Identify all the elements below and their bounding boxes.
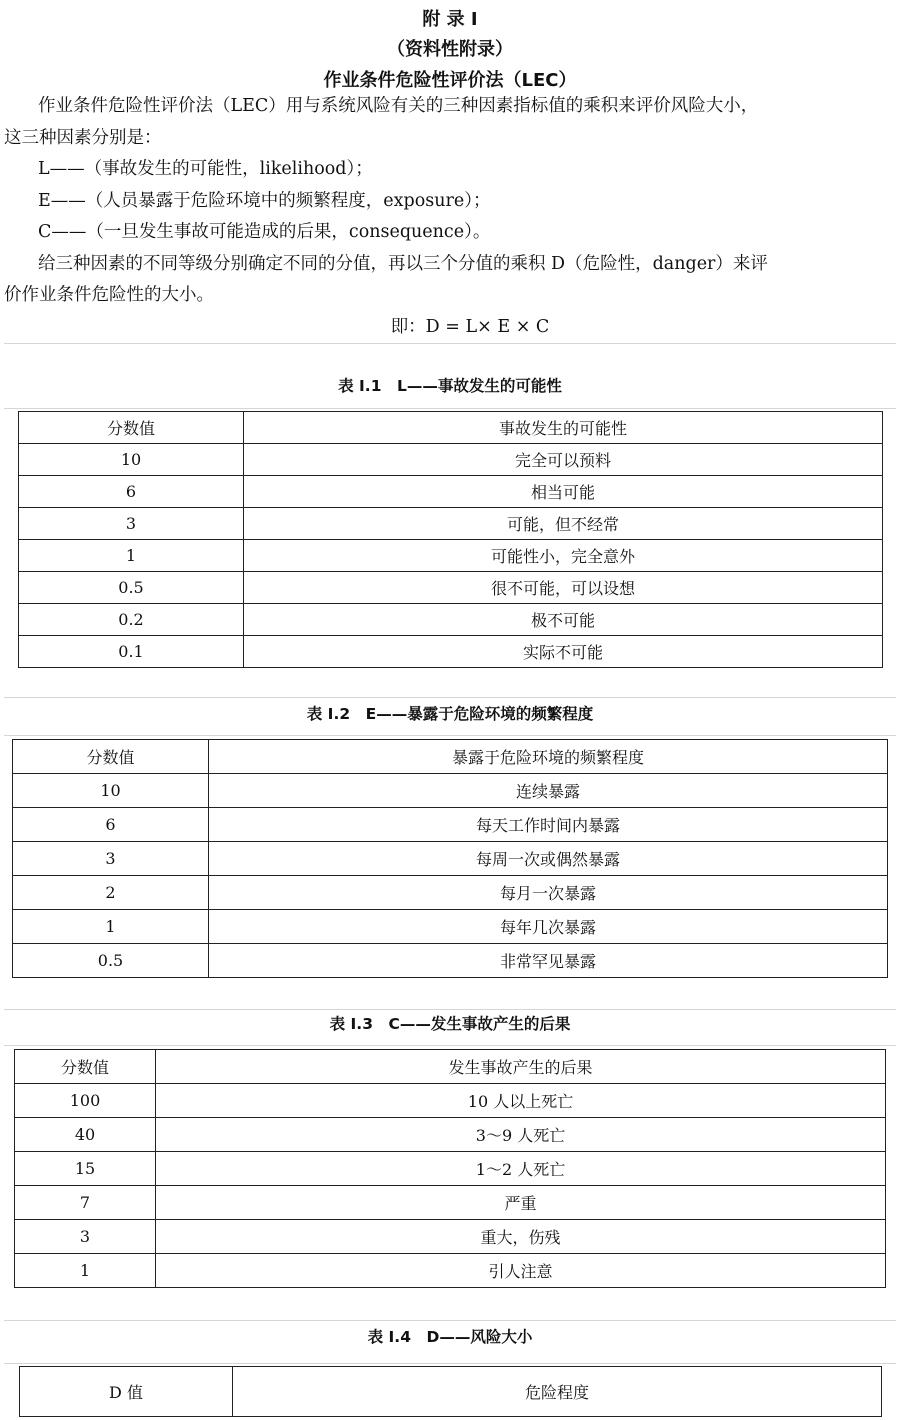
table-header-row bbox=[15, 1050, 886, 1084]
table-row bbox=[15, 1152, 886, 1186]
table-header-row bbox=[20, 1367, 882, 1417]
description-cell: 每周一次或偶然暴露 bbox=[209, 842, 888, 876]
table-row bbox=[13, 774, 888, 808]
section-divider bbox=[4, 1363, 896, 1364]
description-cell: 非常罕见暴露 bbox=[209, 944, 888, 978]
method-title: 作业条件危险性评价法（LEC） bbox=[323, 70, 577, 91]
section-divider bbox=[4, 1009, 896, 1010]
table-row bbox=[15, 1254, 886, 1288]
table-d bbox=[19, 1366, 882, 1417]
score-cell: 1 bbox=[15, 1254, 156, 1288]
score-cell: 40 bbox=[15, 1118, 156, 1152]
description-cell: 连续暴露 bbox=[209, 774, 888, 808]
table-row bbox=[13, 842, 888, 876]
table-row bbox=[19, 540, 883, 572]
table-l-caption: 表 I.1 L——事故发生的可能性 bbox=[338, 377, 562, 395]
intro-paragraph-line-2: 这三种因素分别是： bbox=[4, 128, 162, 148]
description-cell: 3～9 人死亡 bbox=[156, 1118, 886, 1152]
table-header-row bbox=[13, 740, 888, 774]
scoring-paragraph-line-2: 价作业条件危险性的大小。 bbox=[4, 285, 214, 305]
description-cell: 1～2 人死亡 bbox=[156, 1152, 886, 1186]
table-row bbox=[13, 808, 888, 842]
table-row bbox=[19, 476, 883, 508]
score-cell: 10 bbox=[13, 774, 209, 808]
header-score: 分数值 bbox=[13, 740, 209, 774]
score-cell: 6 bbox=[19, 476, 244, 508]
table-row bbox=[13, 876, 888, 910]
section-divider bbox=[4, 735, 896, 736]
table-row bbox=[19, 636, 883, 668]
factor-e-line: E——（人员暴露于危险环境中的频繁程度，exposure）； bbox=[38, 191, 491, 211]
score-cell: 1 bbox=[13, 910, 209, 944]
score-cell: 7 bbox=[15, 1186, 156, 1220]
section-divider bbox=[4, 343, 896, 344]
score-cell: 3 bbox=[13, 842, 209, 876]
description-cell: 严重 bbox=[156, 1186, 886, 1220]
intro-paragraph-line-1: 作业条件危险性评价法（LEC）用与系统风险有关的三种因素指标值的乘积来评价风险大小， bbox=[38, 96, 759, 116]
table-row bbox=[15, 1220, 886, 1254]
section-divider bbox=[4, 697, 896, 698]
description-cell: 相当可能 bbox=[244, 476, 883, 508]
score-cell: 10 bbox=[19, 444, 244, 476]
description-cell: 重大，伤残 bbox=[156, 1220, 886, 1254]
table-row bbox=[13, 910, 888, 944]
table-e-caption: 表 I.2 E——暴露于危险环境的频繁程度 bbox=[306, 705, 594, 723]
header-score: 分数值 bbox=[19, 412, 244, 444]
header-risk-level: 危险程度 bbox=[233, 1367, 882, 1417]
description-cell: 可能性小，完全意外 bbox=[244, 540, 883, 572]
table-d-caption: 表 I.4 D——风险大小 bbox=[367, 1328, 533, 1346]
table-row bbox=[15, 1118, 886, 1152]
table-c bbox=[14, 1049, 886, 1288]
table-l bbox=[18, 411, 883, 668]
appendix-subtitle: （资料性附录） bbox=[387, 39, 513, 60]
table-row bbox=[13, 944, 888, 978]
appendix-title: 附 录 I bbox=[422, 9, 478, 30]
score-cell: 15 bbox=[15, 1152, 156, 1186]
description-cell: 10 人以上死亡 bbox=[156, 1084, 886, 1118]
table-row bbox=[15, 1084, 886, 1118]
header-description: 事故发生的可能性 bbox=[244, 412, 883, 444]
scoring-paragraph-line-1: 给三种因素的不同等级分别确定不同的分值，再以三个分值的乘积 D（危险性，danger）来评 bbox=[38, 254, 768, 274]
header-d-value: D 值 bbox=[20, 1367, 233, 1417]
description-cell: 可能，但不经常 bbox=[244, 508, 883, 540]
header-score: 分数值 bbox=[15, 1050, 156, 1084]
header-description: 暴露于危险环境的频繁程度 bbox=[209, 740, 888, 774]
table-e bbox=[12, 739, 888, 978]
description-cell: 每年几次暴露 bbox=[209, 910, 888, 944]
score-cell: 3 bbox=[15, 1220, 156, 1254]
formula: 即：D = L× E × C bbox=[390, 317, 550, 337]
table-c-caption: 表 I.3 C——发生事故产生的后果 bbox=[329, 1015, 571, 1033]
score-cell: 0.5 bbox=[19, 572, 244, 604]
description-cell: 每天工作时间内暴露 bbox=[209, 808, 888, 842]
section-divider bbox=[4, 408, 896, 409]
score-cell: 1 bbox=[19, 540, 244, 572]
description-cell: 实际不可能 bbox=[244, 636, 883, 668]
table-row bbox=[19, 508, 883, 540]
score-cell: 0.5 bbox=[13, 944, 209, 978]
score-cell: 3 bbox=[19, 508, 244, 540]
header-description: 发生事故产生的后果 bbox=[156, 1050, 886, 1084]
description-cell: 很不可能，可以设想 bbox=[244, 572, 883, 604]
factor-l-line: L——（事故发生的可能性，likelihood）； bbox=[38, 159, 373, 179]
score-cell: 0.2 bbox=[19, 604, 244, 636]
score-cell: 2 bbox=[13, 876, 209, 910]
description-cell: 极不可能 bbox=[244, 604, 883, 636]
table-header-row bbox=[19, 412, 883, 444]
section-divider bbox=[4, 1045, 896, 1046]
section-divider bbox=[4, 1320, 896, 1321]
table-row bbox=[19, 572, 883, 604]
description-cell: 每月一次暴露 bbox=[209, 876, 888, 910]
table-row bbox=[19, 444, 883, 476]
table-row bbox=[19, 604, 883, 636]
score-cell: 0.1 bbox=[19, 636, 244, 668]
factor-c-line: C——（一旦发生事故可能造成的后果，consequence）。 bbox=[38, 222, 491, 242]
description-cell: 引人注意 bbox=[156, 1254, 886, 1288]
table-row bbox=[15, 1186, 886, 1220]
score-cell: 6 bbox=[13, 808, 209, 842]
description-cell: 完全可以预料 bbox=[244, 444, 883, 476]
score-cell: 100 bbox=[15, 1084, 156, 1118]
